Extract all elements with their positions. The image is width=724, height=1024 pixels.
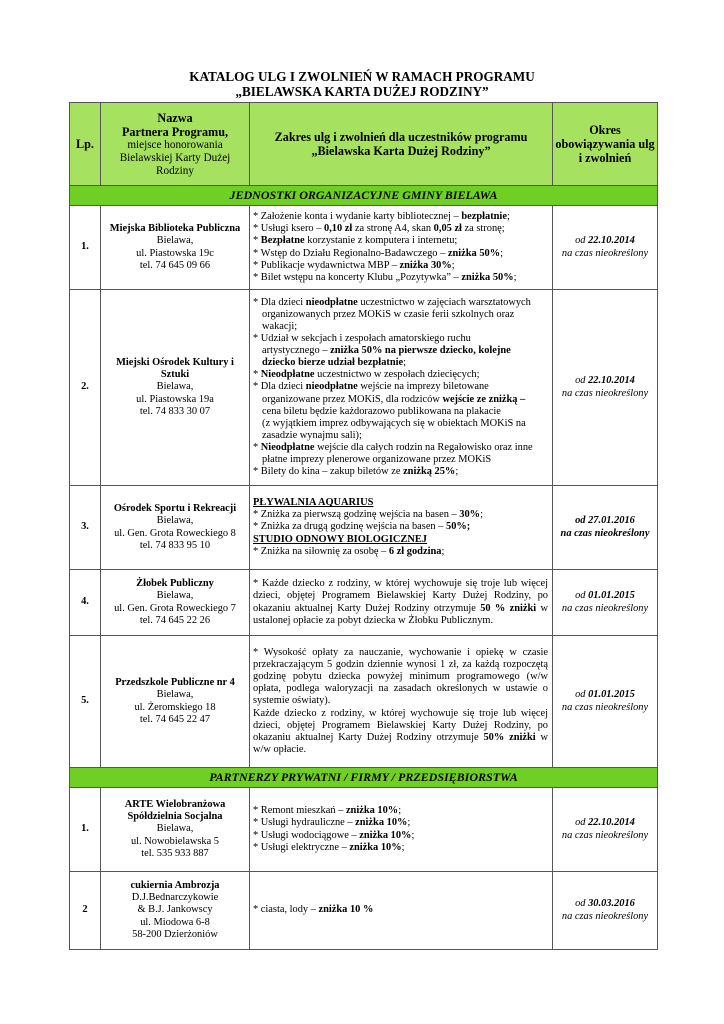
table-row bbox=[70, 206, 658, 290]
title-line-2: „BIELAWSKA KARTA DUŻEJ RODZINY” bbox=[235, 84, 489, 99]
table-row bbox=[70, 636, 658, 768]
catalog-table bbox=[69, 102, 658, 950]
document-title bbox=[0, 69, 724, 99]
header-row bbox=[70, 103, 658, 186]
period-cell: od 22.10.2014 na czas nieokreślony bbox=[553, 206, 658, 290]
table-row bbox=[70, 788, 658, 872]
table-row bbox=[70, 486, 658, 570]
discount-cell: * Dla dzieci nieodpłatne uczestnictwo w zajęciach warsztatowych organizowanych przez MOKiS w czasie ferii szkolnych oraz wakacji; * Udział w sekcjach i zespołach amatorskiego ruchu artystycznego – zniżka 50% na pierwsze dziecko, kolejne dziecko bierze udział bezpłatnie; * Nieodpłatne uczestnictwo w zespołach dziecięcych; * Dla dzieci nieodpłatne wejście na imprezy biletowane organizowane przez MOKiS, dla rodziców wejście ze zniżką – cena biletu będzie każdorazowo publikowana na plakacie (z wyjątkiem imprez odbywających się w obiektach MOKiS na zasadzie wynajmu sali); * Nieodpłatne wejście dla całych rodzin na Regałowisko oraz inne płatne imprezy plenerowe organizowane przez MOKiS * Bilety do kina – zakup biletów ze zniżką 25%; bbox=[250, 290, 553, 486]
period-date: od 27.01.2016 bbox=[575, 515, 635, 527]
partner-cell: Ośrodek Sportu i Rekreacji Bielawa, ul. Gen. Grota Roweckiego 8 tel. 74 833 95 10 bbox=[101, 486, 250, 570]
partner-name: cukiernia Ambrozja bbox=[130, 880, 220, 892]
row-number: 3. bbox=[70, 486, 101, 570]
section-title: JEDNOSTKI ORGANIZACYJNE GMINY BIELAWA bbox=[70, 186, 658, 206]
period-cell: od 01.01.2015 na czas nieokreślony bbox=[553, 636, 658, 768]
header-lp: Lp. bbox=[70, 103, 101, 186]
partner-cell: ARTE Wielobranżowa Spółdzielnia Socjalna Bielawa, ul. Nowobielawska 5 tel. 535 933 887 bbox=[101, 788, 250, 872]
row-number: 4. bbox=[70, 570, 101, 636]
partner-name: Żłobek Publiczny bbox=[136, 578, 214, 590]
table-row bbox=[70, 872, 658, 950]
table-row bbox=[70, 290, 658, 486]
header-partner: Nazwa Partnera Programu, miejsce honorowania Bielawskiej Karty Dużej Rodziny bbox=[101, 103, 250, 186]
period-cell: od 22.10.2014 na czas nieokreślony bbox=[553, 290, 658, 486]
period-date: od 22.10.2014 bbox=[575, 235, 635, 247]
partner-cell: Przedszkole Publiczne nr 4 Bielawa, ul. Żeromskiego 18 tel. 74 645 22 47 bbox=[101, 636, 250, 768]
partner-cell: Żłobek Publiczny Bielawa, ul. Gen. Grota Roweckiego 7 tel. 74 645 22 26 bbox=[101, 570, 250, 636]
row-number: 5. bbox=[70, 636, 101, 768]
row-number: 1. bbox=[70, 206, 101, 290]
row-number: 1. bbox=[70, 788, 101, 872]
period-date: od 01.01.2015 bbox=[575, 590, 635, 602]
discount-cell: * ciasta, lody – zniżka 10 % bbox=[250, 872, 553, 950]
period-cell: od 01.01.2015 na czas nieokreślony bbox=[553, 570, 658, 636]
discount-cell: * Każde dziecko z rodziny, w której wychowuje się troje lub więcej dzieci, objętej Programem Bielawskiej Karty Dużej Rodziny, po okazaniu aktualnej Karty Dużej Rodziny otrzymuje 50 % zniżki w ustalonej opłacie za pobyt dziecka w Żłobku Publicznym. bbox=[250, 570, 553, 636]
partner-cell: Miejski Ośrodek Kultury i Sztuki Bielawa, ul. Piastowska 19a tel. 74 833 30 07 bbox=[101, 290, 250, 486]
section-row-prywatni bbox=[70, 768, 658, 788]
period-cell: od 30.03.2016 na czas nieokreślony bbox=[553, 872, 658, 950]
header-okres: Okres obowiązywania ulg i zwolnień bbox=[553, 103, 658, 186]
section-row-gmina bbox=[70, 186, 658, 206]
period-date: od 01.01.2015 bbox=[575, 689, 635, 701]
row-number: 2 bbox=[70, 872, 101, 950]
period-date: od 22.10.2014 bbox=[575, 375, 635, 387]
period-date: od 22.10.2014 bbox=[575, 817, 635, 829]
section-title: PARTNERZY PRYWATNI / FIRMY / PRZEDSIĘBIORSTWA bbox=[70, 768, 658, 788]
period-cell: od 27.01.2016 na czas nieokreślony bbox=[553, 486, 658, 570]
partner-cell: Miejska Biblioteka Publiczna Bielawa, ul. Piastowska 19c tel. 74 645 09 66 bbox=[101, 206, 250, 290]
period-date: od 30.03.2016 bbox=[575, 898, 635, 910]
partner-name: Miejski Ośrodek Kultury i Sztuki bbox=[116, 357, 234, 381]
partner-name: Ośrodek Sportu i Rekreacji bbox=[113, 503, 237, 515]
title-line-1: KATALOG ULG I ZWOLNIEŃ W RAMACH PROGRAMU bbox=[189, 69, 535, 84]
discount-cell: PŁYWALNIA AQUARIUS * Zniżka za pierwszą godzinę wejścia na basen – 30%; * Zniżka za drugą godzinę wejścia na basen – 50%; STUDIO ODNOWY BIOLOGICZNEJ * Zniżka na siłownię za osobę – 6 zł godzina; bbox=[250, 486, 553, 570]
table-row bbox=[70, 570, 658, 636]
discount-cell: * Wysokość opłaty za nauczanie, wychowanie i opiekę w czasie przekraczającym 5 godzin dziennie wynosi 1 zł, za każdą rozpoczętą godzinę pobytu dziecka powyżej minimum programowego (w/w opłata, podlega waloryzacji na zasadach określonych w ustawie o systemie oświaty). Każde dziecko z rodziny, w której wychowuje się troje lub więcej dzieci, objętej Programem Bielawskiej Karty Dużej Rodziny, po okazaniu aktualnej Karty Dużej Rodziny otrzymuje 50% zniżki w w/w opłacie. bbox=[250, 636, 553, 768]
partner-name: Przedszkole Publiczne nr 4 bbox=[115, 677, 235, 689]
discount-cell: * Remont mieszkań – zniżka 10%; * Usługi hydrauliczne – zniżka 10%; * Usługi wodociągowe – zniżka 10%; * Usługi elektryczne – zniżka 10%; bbox=[250, 788, 553, 872]
period-cell: od 22.10.2014 na czas nieokreślony bbox=[553, 788, 658, 872]
row-number: 2. bbox=[70, 290, 101, 486]
partner-name: Miejska Biblioteka Publiczna bbox=[109, 223, 241, 235]
partner-name: ARTE Wielobranżowa Spółdzielnia Socjalna bbox=[124, 799, 226, 823]
partner-cell: cukiernia Ambrozja D.J.Bednarczykowie & B.J. Jankowscy ul. Miodowa 6-8 58-200 Dzierżoniów bbox=[101, 872, 250, 950]
header-zakres: Zakres ulg i zwolnień dla uczestników programu „Bielawska Karta Dużej Rodziny” bbox=[250, 103, 553, 186]
discount-cell: * Założenie konta i wydanie karty bibliotecznej – bezpłatnie; * Usługi ksero – 0,10 zł za stronę A4, skan 0,05 zł za stronę; * Bezpłatne korzystanie z komputera i internetu; * Wstęp do Działu Regionalno-Badawczego – zniżka 50%; * Publikacje wydawnictwa MBP – zniżka 30%; * Bilet wstępu na koncerty Klubu „Pozytywka” – zniżka 50%; bbox=[250, 206, 553, 290]
